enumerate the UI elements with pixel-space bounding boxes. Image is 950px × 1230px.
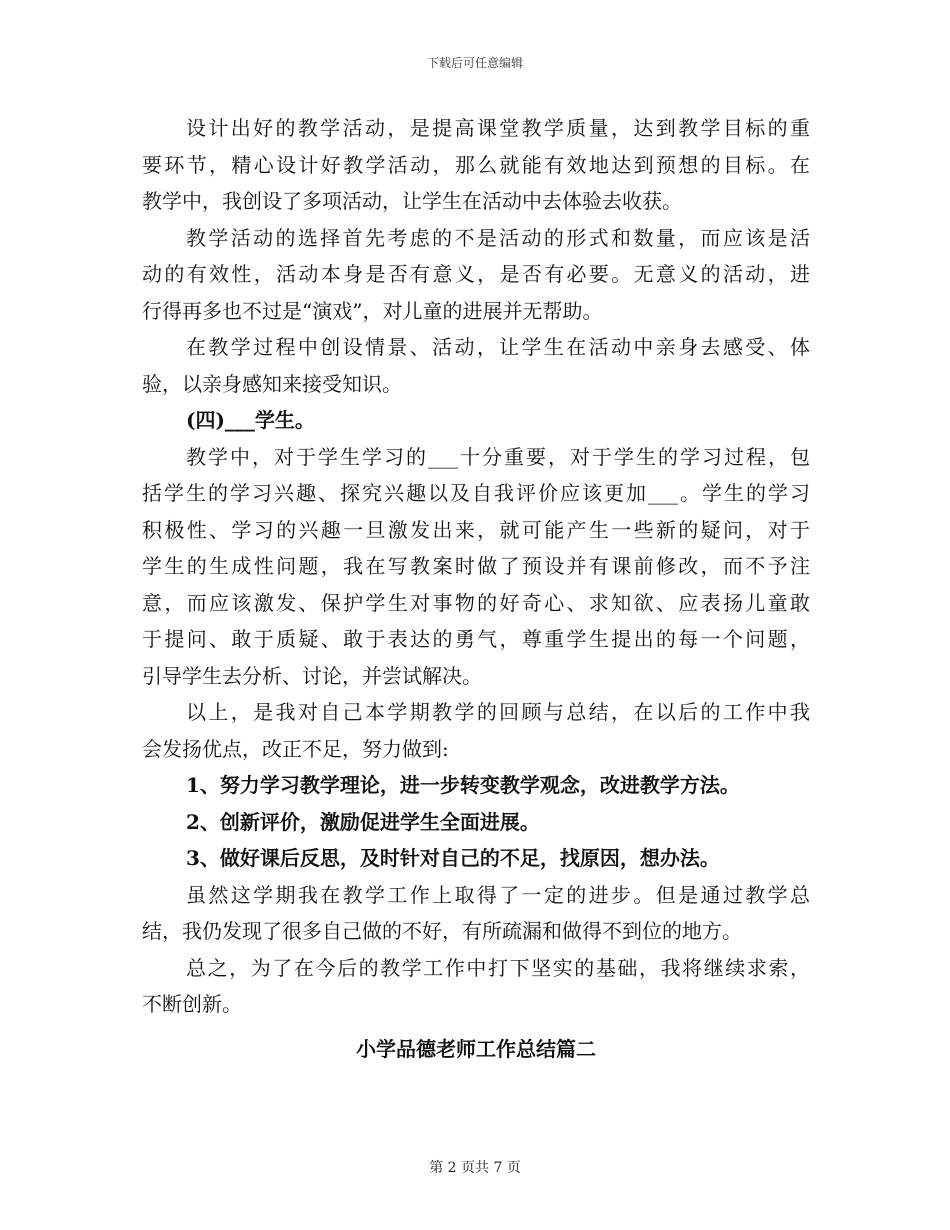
paragraph-line: 学生的生成性问题，我在写教案时做了预设并有课前修改，而不予注	[142, 554, 810, 578]
paragraph-line: 会发扬优点，改正不足，努力做到:	[142, 736, 449, 761]
paragraph-line: 引导学生去分析、讨论，并尝试解决。	[142, 663, 482, 688]
page-header: 下载后可任意编辑	[426, 56, 523, 70]
list-item: 1、努力学习教学理论，进一步转变教学观念，改进教学方法。	[186, 773, 740, 797]
paragraph-line: 括学生的学习兴趣、探究兴趣以及自我评价应该更加___。学生的学习	[142, 481, 810, 505]
list-item: 3、做好课后反思，及时针对自己的不足，找原因，想办法。	[186, 846, 720, 870]
paragraph-line: 结，我仍发现了很多自己做的不好，有所疏漏和做得不到位的地方。	[142, 919, 742, 943]
paragraph-line: 在教学过程中创设情景、活动，让学生在活动中亲身去感受、体	[186, 335, 810, 359]
section-heading: (四)___学生。	[186, 408, 315, 432]
paragraph-line: 教学活动的选择首先考虑的不是活动的形式和数量，而应该是活	[186, 225, 810, 250]
paragraph-line: 设计出好的教学活动，是提高课堂教学质量，达到教学目标的重	[186, 116, 810, 140]
document-body	[142, 110, 810, 1067]
paragraph-line: 以上，是我对自己本学期教学的回顾与总结，在以后的工作中我	[186, 700, 810, 724]
paragraph-line: 教学中，我创设了多项活动，让学生在活动中去体验去收获。	[142, 189, 682, 213]
paragraph-line: 动的有效性，活动本身是否有意义，是否有必要。无意义的活动，进	[142, 262, 810, 286]
paragraph-line: 于提问、敢于质疑、敢于表达的勇气，尊重学生提出的每一个问题，	[142, 627, 810, 651]
paragraph-line: 行得再多也不过是“演戏”，对儿童的进展并无帮助。	[142, 298, 603, 323]
list-item: 2、创新评价，激励促进学生全面进展。	[186, 809, 540, 834]
paragraph-line: 验，以亲身感知来接受知识。	[142, 371, 402, 396]
page-footer: 第 2 页共 7 页	[429, 1160, 521, 1176]
paragraph-line: 不断创新。	[142, 992, 242, 1016]
paragraph-line: 总之，为了在今后的教学工作中打下坚实的基础，我将继续求索，	[186, 955, 810, 980]
paragraph-line: 积极性、学习的兴趣一旦激发出来，就可能产生一些新的疑问，对于	[142, 517, 810, 542]
paragraph-line: 要环节，精心设计好教学活动，那么就能有效地达到预想的目标。在	[142, 152, 810, 177]
paragraph-line: 意，而应该激发、保护学生对事物的好奇心、求知欲、应表扬儿童敢	[142, 590, 810, 615]
section-title: 小学品德老师工作总结篇二	[356, 1036, 596, 1061]
paragraph-line: 虽然这学期我在教学工作上取得了一定的进步。但是通过教学总	[186, 882, 810, 907]
paragraph-line: 教学中，对于学生学习的___十分重要，对于学生的学习过程，包	[186, 444, 810, 469]
